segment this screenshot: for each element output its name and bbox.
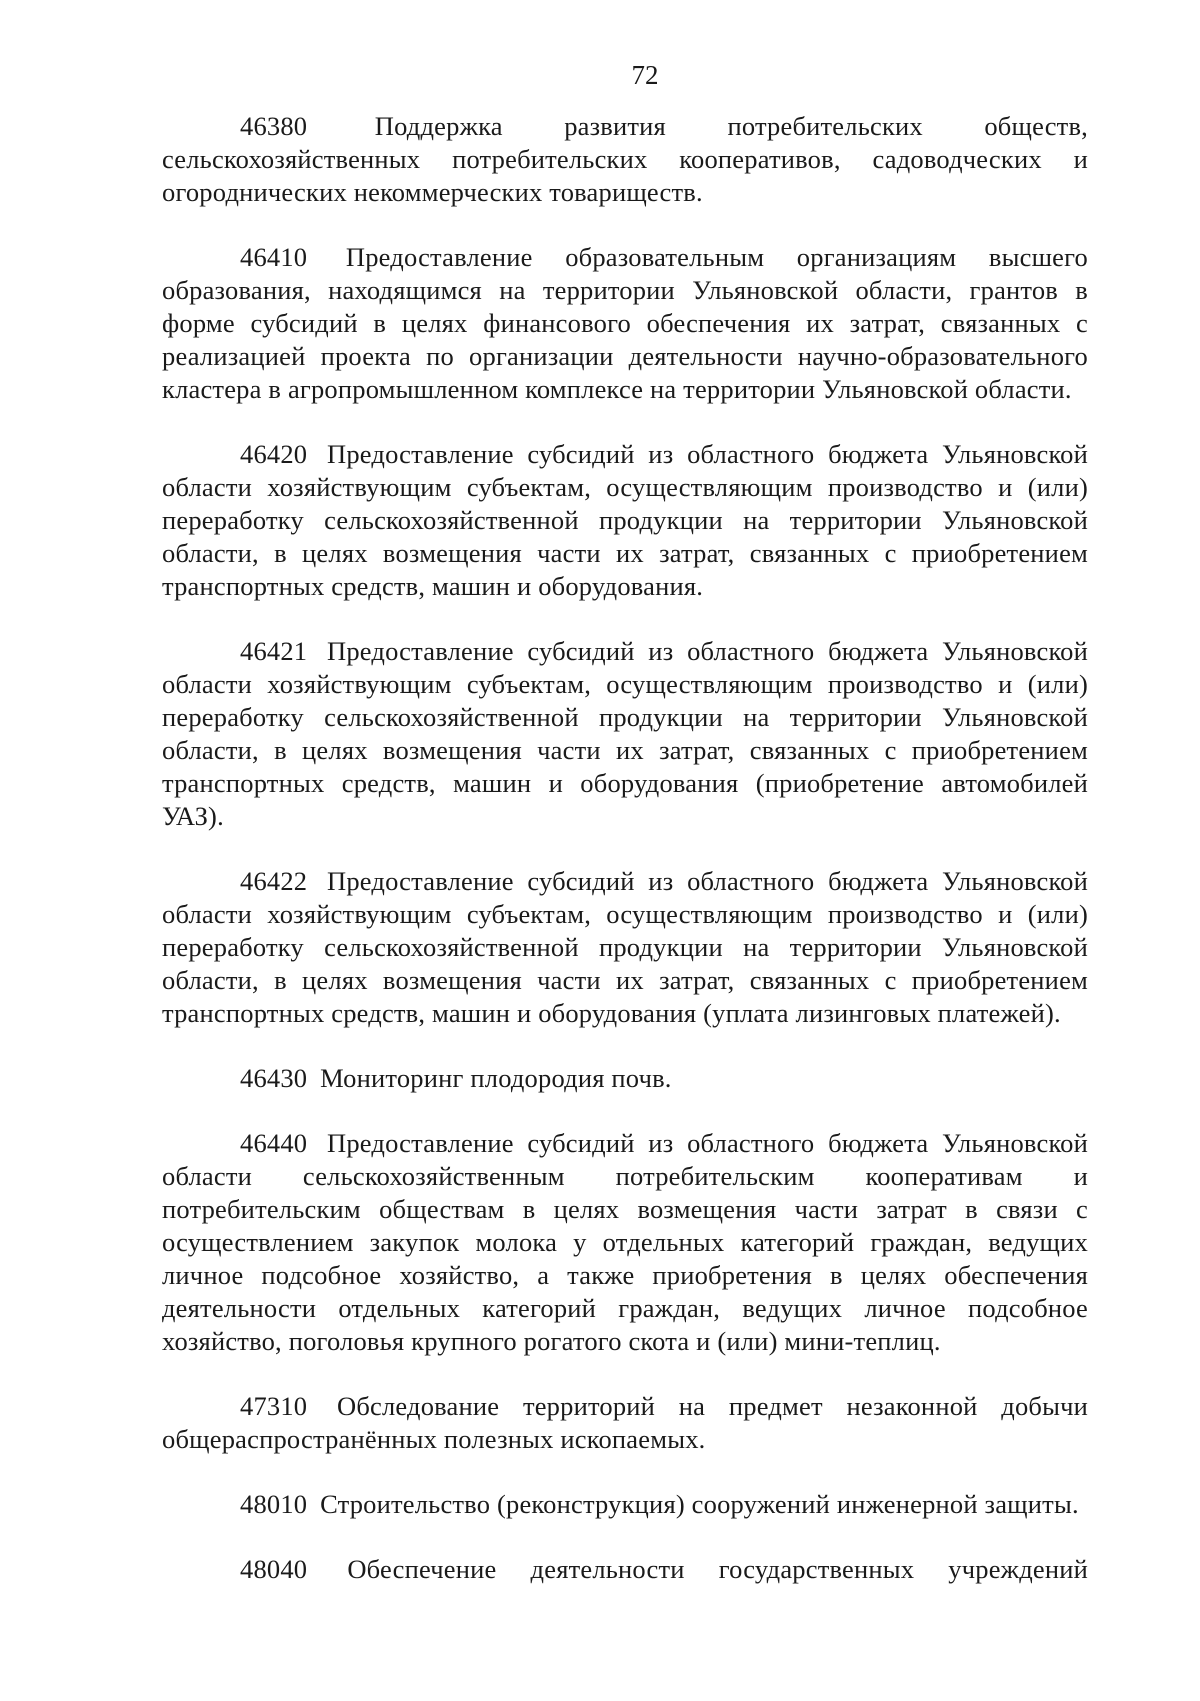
- paragraph-code: 46410: [240, 242, 308, 272]
- paragraph-text: Предоставление субсидий из областного бюджета Ульяновской области сельскохозяйственным потребительским кооперативам и потребительским обществам в целях возмещения части затрат в связи с осуществлением закупок молока у отдельных категорий граждан, ведущих личное подсобное хозяйство, а также приобретения в целях обеспечения деятельности отдельных категорий граждан, ведущих личное подсобное хозяйство, поголовья крупного рогатого скота и (или) мини-теплиц.: [162, 1128, 1089, 1356]
- paragraph-code: 46430: [240, 1063, 308, 1093]
- paragraph-46430: [162, 1062, 1088, 1095]
- paragraph-text: Обеспечение деятельности государственных учреждений: [347, 1554, 1088, 1584]
- paragraph-code: 47310: [240, 1391, 308, 1421]
- paragraph-text: Предоставление субсидий из областного бюджета Ульяновской области хозяйствующим субъектам, осуществляющим производство и (или) переработку сельскохозяйственной продукции на территории Ульяновской области, в целях возмещения части их затрат, связанных с приобретением транспортных средств, машин и оборудования (уплата лизинговых платежей).: [162, 866, 1089, 1028]
- paragraph-code: 48040: [240, 1554, 308, 1584]
- paragraph-46410: [162, 241, 1088, 406]
- page-number: 72: [631, 60, 659, 90]
- paragraph-46420: [162, 438, 1088, 603]
- paragraph-text: Строительство (реконструкция) сооружений инженерной защиты.: [320, 1489, 1079, 1519]
- paragraph-48040: [162, 1553, 1088, 1586]
- paragraph-46421: [162, 635, 1088, 833]
- paragraph-46422: [162, 865, 1088, 1030]
- paragraph-code: 46422: [240, 866, 308, 896]
- paragraph-text: Предоставление субсидий из областного бюджета Ульяновской области хозяйствующим субъектам, осуществляющим производство и (или) переработку сельскохозяйственной продукции на территории Ульяновской области, в целях возмещения части их затрат, связанных с приобретением транспортных средств, машин и оборудования (приобретение автомобилей УАЗ).: [162, 636, 1089, 831]
- paragraph-code: 48010: [240, 1489, 308, 1519]
- paragraph-code: 46421: [240, 636, 308, 666]
- paragraph-46440: [162, 1127, 1088, 1358]
- paragraph-text: Мониторинг плодородия почв.: [320, 1063, 672, 1093]
- paragraph-48010: [162, 1488, 1088, 1521]
- paragraph-code: 46440: [240, 1128, 308, 1158]
- paragraph-text: Обследование территорий на предмет незаконной добычи общераспространённых полезных ископаемых.: [162, 1391, 1089, 1454]
- paragraph-code: 46380: [240, 111, 308, 141]
- paragraph-code: 46420: [240, 439, 308, 469]
- paragraph-47310: [162, 1390, 1088, 1456]
- paragraph-text: Предоставление субсидий из областного бюджета Ульяновской области хозяйствующим субъектам, осуществляющим производство и (или) переработку сельскохозяйственной продукции на территории Ульяновской области, в целях возмещения части их затрат, связанных с приобретением транспортных средств, машин и оборудования.: [162, 439, 1089, 601]
- paragraph-46380: [162, 110, 1088, 209]
- paragraph-text: Предоставление образовательным организациям высшего образования, находящимся на территории Ульяновской области, грантов в форме субсидий в целях финансового обеспечения их затрат, связанных с реализацией проекта по организации деятельности научно-образовательного кластера в агропромышленном комплексе на территории Ульяновской области.: [162, 242, 1088, 404]
- paragraph-text: Поддержка развития потребительских обществ, сельскохозяйственных потребительских кооперативов, садоводческих и огороднических некоммерческих товариществ.: [162, 111, 1088, 207]
